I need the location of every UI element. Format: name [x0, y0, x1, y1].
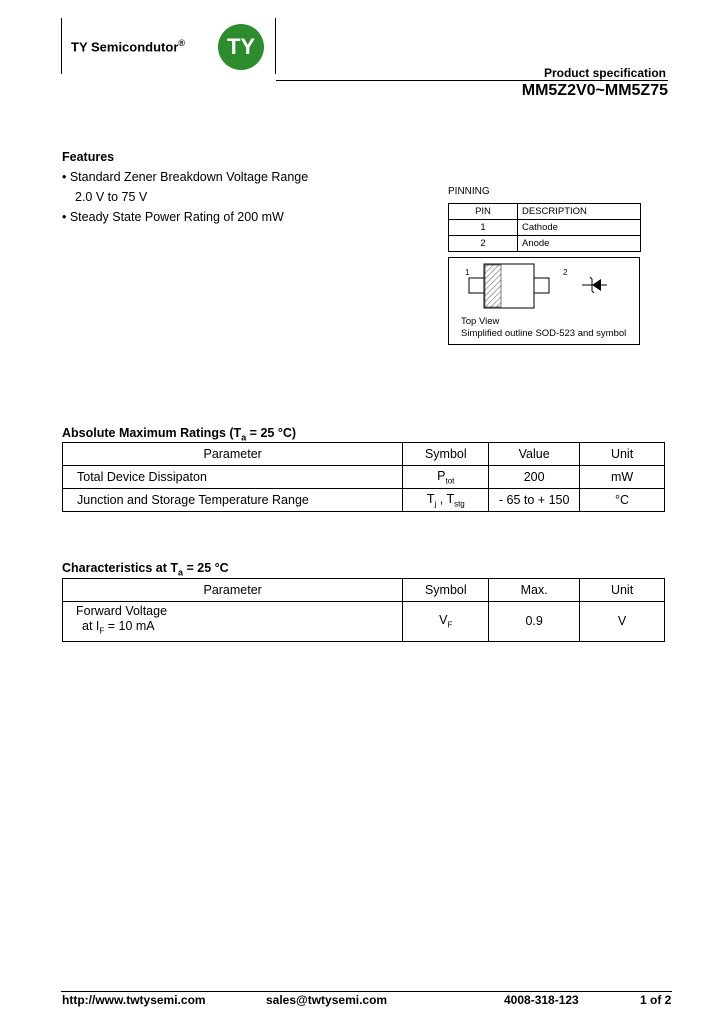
abs-max-title: Absolute Maximum Ratings ($T_a = 25$ °C)	[62, 426, 297, 443]
table-header-cell: PIN	[449, 204, 518, 220]
feature-item: • Standard Zener Breakdown Voltage Range	[62, 170, 309, 184]
footer-url-link[interactable]: http://www.twtysemi.com	[62, 993, 206, 1007]
table-header-cell: Parameter	[63, 443, 403, 466]
table-cell: 200	[489, 466, 580, 489]
outline-pin2-label: 2	[563, 268, 568, 277]
table-cell: 1	[449, 220, 518, 236]
table-cell: $P_{tot}$	[403, 466, 489, 489]
part-number-range: MM5Z2V0~MM5Z75	[521, 82, 668, 99]
feature-item: • Steady State Power Rating of 200 mW	[62, 210, 284, 224]
pinning-table	[448, 203, 641, 252]
table-cell: - 65 to + 150	[489, 489, 580, 512]
company-logo: TY	[218, 24, 264, 70]
table-cell: Cathode	[518, 220, 641, 236]
table-cell: Forward Voltage at $I_F = 10$ mA	[63, 602, 403, 642]
company-name: TY Semicondutor®	[71, 38, 186, 55]
table-header-row	[63, 579, 665, 602]
doc-type: Product specification	[543, 66, 666, 80]
table-header-cell: DESCRIPTION	[518, 204, 641, 220]
table-header-cell: Symbol	[403, 579, 489, 602]
table-cell: V	[580, 602, 665, 642]
feature-item: 2.0 V to 75 V	[75, 190, 148, 204]
page-number: 1 of 2	[640, 993, 672, 1007]
table-header-cell: Symbol	[403, 443, 489, 466]
characteristics-title: Characteristics at $T_a = 25$ °C	[62, 561, 229, 578]
sod523-outline-diagram	[449, 258, 639, 314]
table-header-cell: Unit	[580, 443, 665, 466]
table-header-cell: Unit	[580, 579, 665, 602]
table-header-row	[449, 204, 641, 220]
table-row	[63, 489, 665, 512]
table-cell: Total Device Dissipaton	[63, 466, 403, 489]
table-cell: Junction and Storage Temperature Range	[63, 489, 403, 512]
table-header-cell: Max.	[489, 579, 580, 602]
table-cell: °C	[580, 489, 665, 512]
footer-email-link[interactable]: sales@twtysemi.com	[266, 993, 388, 1007]
table-header-cell: Parameter	[63, 579, 403, 602]
outline-caption	[461, 316, 626, 340]
table-cell: 0.9	[489, 602, 580, 642]
footer-divider	[61, 991, 672, 992]
outline-caption-line: Simplified outline SOD-523 and symbol	[461, 328, 627, 339]
table-row	[449, 236, 641, 252]
table-cell: 2	[449, 236, 518, 252]
table-cell: mW	[580, 466, 665, 489]
table-row	[63, 466, 665, 489]
table-header-row	[63, 443, 665, 466]
table-cell: $V_F$	[403, 602, 489, 642]
table-cell: Anode	[518, 236, 641, 252]
header-divider	[276, 80, 668, 81]
abs-max-table	[62, 442, 665, 512]
table-cell: $T_j$ , $T_{stg}$	[403, 489, 489, 512]
outline-pin1-label: 1	[465, 268, 470, 277]
table-header-cell: Value	[489, 443, 580, 466]
features-title: Features	[62, 150, 115, 164]
table-row	[63, 602, 665, 642]
outline-caption-line: Top View	[461, 316, 500, 327]
table-row	[449, 220, 641, 236]
footer-phone: 4008-318-123	[504, 993, 579, 1007]
pinning-title: PINNING	[448, 186, 490, 197]
characteristics-table	[62, 578, 665, 642]
